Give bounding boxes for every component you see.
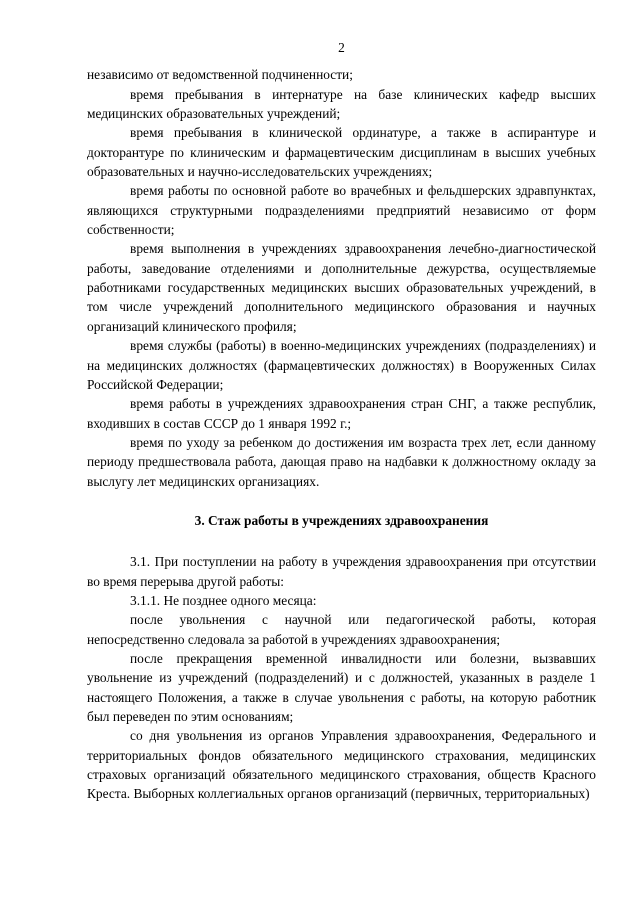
paragraph: 3.1.1. Не позднее одного месяца: bbox=[130, 592, 317, 608]
paragraph: время работы в учреждениях здравоохранения стран СНГ, а также республик, входивших в состав СССР до 1 января 1992 г.; bbox=[87, 396, 596, 431]
paragraph: время пребывания в интернатуре на базе клинических кафедр высших медицинских образовательных учреждений; bbox=[87, 86, 596, 122]
paragraph: независимо от ведомственной подчиненности; bbox=[87, 67, 353, 83]
paragraph: после прекращения временной инвалидности или болезни, вызвавших увольнение из учреждений (подразделений) и с должностей, указанных в разделе 1 настоящего Положения, а также в случае увольнения с работы, на которую работник был переведен по этим основаниям; bbox=[87, 650, 596, 724]
paragraph: время работы по основной работе во врачебных и фельдшерских здравпунктах, являющихся структурными подразделениями предприятий независимо от форм собственности; bbox=[87, 183, 596, 238]
body-text-bottom bbox=[87, 552, 596, 803]
paragraph: время выполнения в учреждениях здравоохранения лечебно-диагностической работы, заведование отделениями и дополнительные дежурства, осуществляемые работниками государственных медицинских высших образовательных учреждений, в том числе учреждений дополнительного медицинского образования и научных организаций клинического профиля; bbox=[87, 241, 596, 334]
section-heading: 3. Стаж работы в учреждениях здравоохранения bbox=[194, 512, 489, 528]
paragraph: со дня увольнения из органов Управления здравоохранения, Федерального и территориальных фондов обязательного медицинского страхования, медицинских страховых организаций обязательного медицинского страхования, обществ Красного Креста. Выборных коллегиальных органов организаций (первичных, территориальных) bbox=[87, 728, 596, 802]
paragraph: время пребывания в клинической ординатуре, а также в аспирантуре и докторантуре по клиническим и фармацевтическим дисциплинам в высших учебных образовательных и научно-исследовательских учреждениях; bbox=[87, 125, 596, 180]
paragraph: после увольнения с научной или педагогической работы, которая непосредственно следовала за работой в учреждениях здравоохранения; bbox=[87, 612, 596, 647]
paragraph: время по уходу за ребенком до достижения им возраста трех лет, если данному периоду предшествовала работа, дающая право на надбавки к должностному окладу за выслугу лет медицинских организациях. bbox=[87, 434, 596, 489]
paragraph: 3.1. При поступлении на работу в учреждения здравоохранения при отсутствии во время перерыва другой работы: bbox=[87, 554, 596, 589]
paragraph: время службы (работы) в военно-медицинских учреждениях (подразделениях) и на медицинских должностях (фармацевтических должностях) в Вооруженных Силах Российской Федерации; bbox=[87, 338, 596, 392]
page-number: 2 bbox=[338, 40, 345, 55]
body-text-top bbox=[87, 65, 596, 491]
